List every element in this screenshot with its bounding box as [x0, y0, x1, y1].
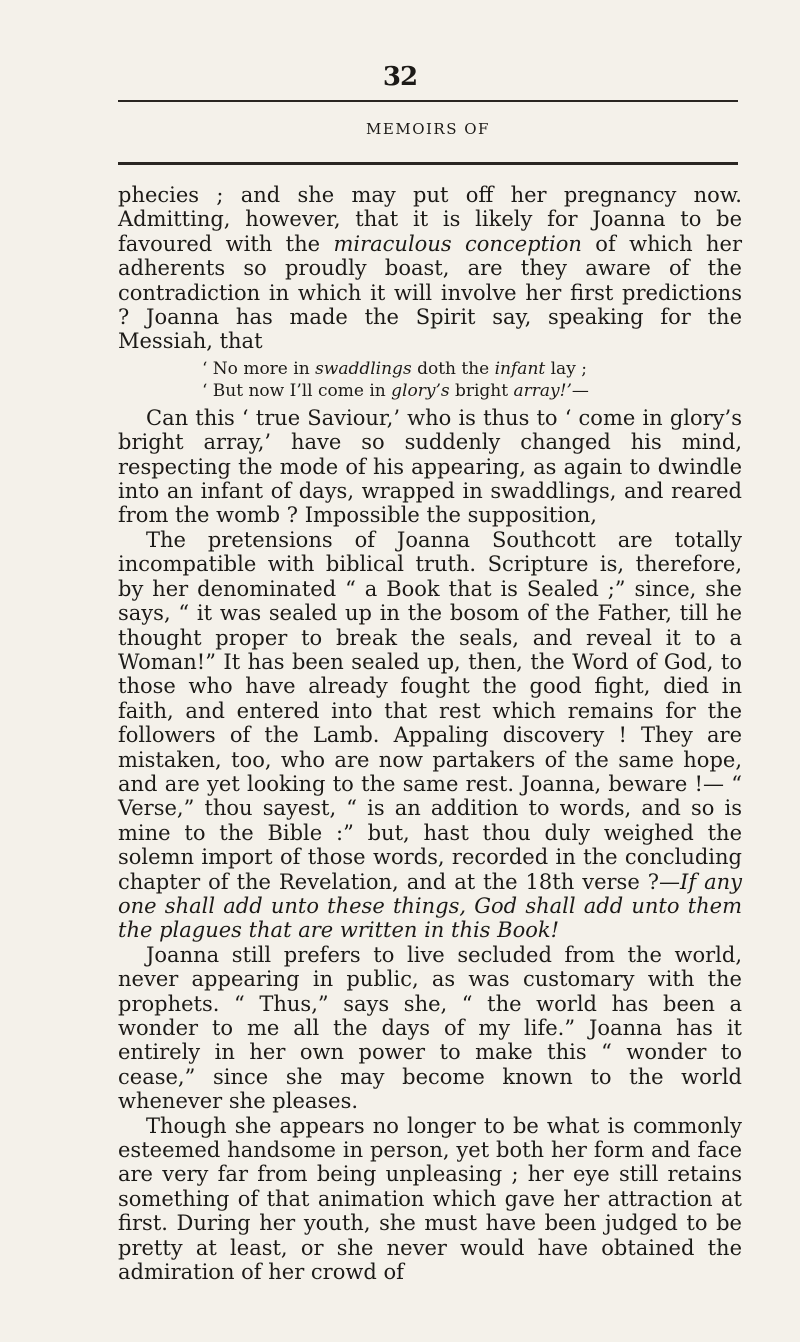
paragraph-1: phecies ; and she may put off her pregnancy now. Admitting, however, that it is likely for Joanna to be favoured with the miraculous conception of which her adherents so proudly boast, are they aware of the contradiction in which it will involve her first predictions ? Joanna has made the Spirit say, speaking for the Messiah, that [118, 183, 742, 354]
paragraph-2: Can this ‘ true Saviour,’ who is thus to ‘ come in glory’s bright array,’ have so suddenly changed his mind, respecting the mode of his appearing, as again to dwindle into an infant of days, wrapped in swaddlings, and reared from the womb ? Impossible the supposition, [118, 405, 742, 528]
paragraph-4: Joanna still prefers to live secluded from the world, never appearing in public, as was customary with the prophets. “ Thus,” says she, “ the world has been a wonder to me all the days of my life.” Joanna has it entirely in her own power to make this “ wonder to cease,” since she may become known to the world whenever she pleases. [118, 942, 742, 1114]
header-rule-top [118, 100, 738, 102]
running-head: MEMOIRS OF [366, 120, 490, 138]
paragraph-5: Though she appears no longer to be what is commonly esteemed handsome in person, yet both her form and face are very far from being unpleasing ; her eye still retains something of that animation which gave her attraction at first. During her youth, she must have been judged to be pretty at least, or she never would have obtained the admiration of her crowd of [118, 1113, 742, 1285]
body-text [118, 183, 742, 1284]
verse-quotation [202, 358, 742, 402]
page-number: 32 [382, 62, 418, 92]
header-rule-bottom [118, 162, 738, 165]
verse-line-2: ‘ But now I’ll come in glory’s bright array!’— [202, 380, 589, 401]
verse-line-1: ‘ No more in swaddlings doth the infant lay ; [202, 358, 587, 379]
paragraph-3: The pretensions of Joanna Southcott are totally incompatible with biblical truth. Scripture is, therefore, by her denominated “ a Book that is Sealed ;” since, she says, “ it was sealed up in the bosom of the Father, till he thought proper to break the seals, and reveal it to a Woman!” It has been sealed up, then, the Word of God, to those who have already fought the good fight, died in faith, and entered into that rest which remains for the followers of the Lamb. Appaling discovery ! They are mistaken, too, who are now partakers of the same hope, and are yet looking to the same rest. Joanna, beware !— “ Verse,” thou sayest, “ is an addition to words, and so is mine to the Bible :” but, hast thou duly weighed the solemn import of those words, recorded in the concluding chapter of the Revelation, and at the 18th verse ?—If any one shall add unto these things, God shall add unto them the plagues that are written in this Book! [118, 527, 743, 943]
